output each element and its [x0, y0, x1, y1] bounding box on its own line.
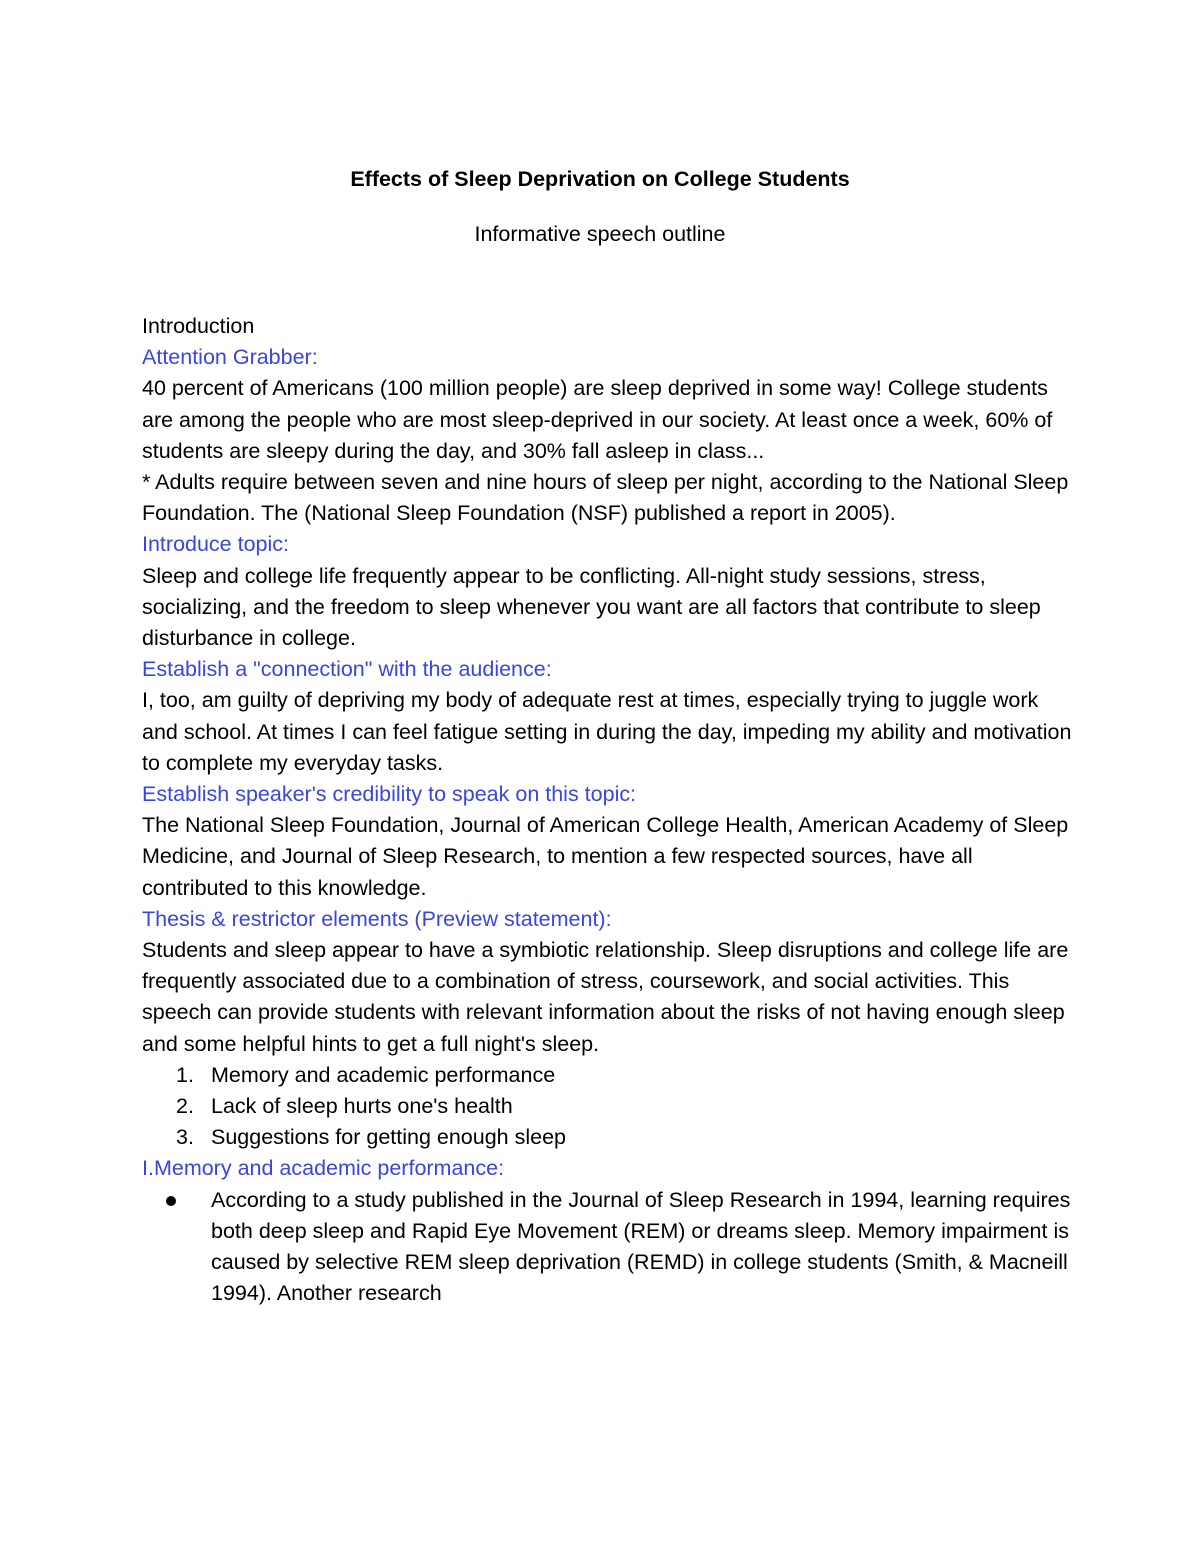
- introduce-topic-label: Introduce topic:: [142, 532, 290, 557]
- introduce-topic-text: Sleep and college life frequently appear to be conflicting. All-night study sessions, stress, socializing, and the freedom to sleep whenever you want are all factors that contribute to sleep disturbance in college.: [142, 563, 1041, 651]
- preview-item-number: 3.: [176, 1125, 194, 1150]
- document-body: [142, 311, 1072, 1310]
- connection-label: Establish a "connection" with the audience:: [142, 657, 552, 682]
- preview-item-text: Memory and academic performance: [211, 1062, 556, 1087]
- attention-grabber-label: Attention Grabber:: [142, 345, 318, 370]
- section-1-bullets: [142, 1185, 1072, 1310]
- thesis-text: Students and sleep appear to have a symbiotic relationship. Sleep disruptions and college life are frequently associated due to a combination of stress, coursework, and social activities. This speech can provide students with relevant information about the risks of not having enough sleep and some helpful hints to get a full night's sleep.: [142, 938, 1069, 1056]
- thesis-label: Thesis & restrictor elements (Preview statement):: [142, 906, 612, 931]
- preview-item-text: Lack of sleep hurts one's health: [211, 1094, 513, 1119]
- bullet-icon: [166, 1196, 176, 1206]
- preview-item-text: Suggestions for getting enough sleep: [211, 1125, 567, 1150]
- attention-grabber-note: * Adults require between seven and nine hours of sleep per night, according to the National Sleep Foundation. The (National Sleep Foundation (NSF) published a report in 2005).: [142, 470, 1069, 526]
- preview-item-number: 1.: [176, 1062, 194, 1087]
- preview-list: [142, 1060, 1072, 1154]
- attention-grabber-text: 40 percent of Americans (100 million people) are sleep deprived in some way! College students are among the people who are most sleep-deprived in our society. At least once a week, 60% of students are sleepy during the day, and 30% fall asleep in class...: [142, 376, 1053, 463]
- preview-list-item: [142, 1122, 1072, 1153]
- section-1-label: I.Memory and academic performance:: [142, 1156, 505, 1181]
- introduction-heading: Introduction: [142, 314, 255, 338]
- preview-item-number: 2.: [176, 1094, 194, 1119]
- document-subtitle: Informative speech outline: [474, 222, 726, 246]
- bullet-item-text: According to a study published in the Journal of Sleep Research in 1994, learning requires both deep sleep and Rapid Eye Movement (REM) or dreams sleep. Memory impairment is caused by selective REM sleep deprivation (REMD) in college students (Smith, & Macneill 1994). Another research: [211, 1187, 1071, 1306]
- preview-list-item: [142, 1091, 1072, 1122]
- bullet-item: [142, 1185, 1072, 1310]
- document-title: Effects of Sleep Deprivation on College Students: [350, 167, 850, 191]
- preview-list-item: [142, 1060, 1072, 1091]
- connection-text: I, too, am guilty of depriving my body of adequate rest at times, especially trying to juggle work and school. At times I can feel fatigue setting in during the day, impeding my ability and motivation to complete my everyday tasks.: [142, 688, 1072, 775]
- credibility-label: Establish speaker's credibility to speak on this topic:: [142, 782, 637, 807]
- credibility-text: The National Sleep Foundation, Journal of American College Health, American Academy of Sleep Medicine, and Journal of Sleep Research, to mention a few respected sources, have all contributed to this knowledge.: [142, 813, 1069, 900]
